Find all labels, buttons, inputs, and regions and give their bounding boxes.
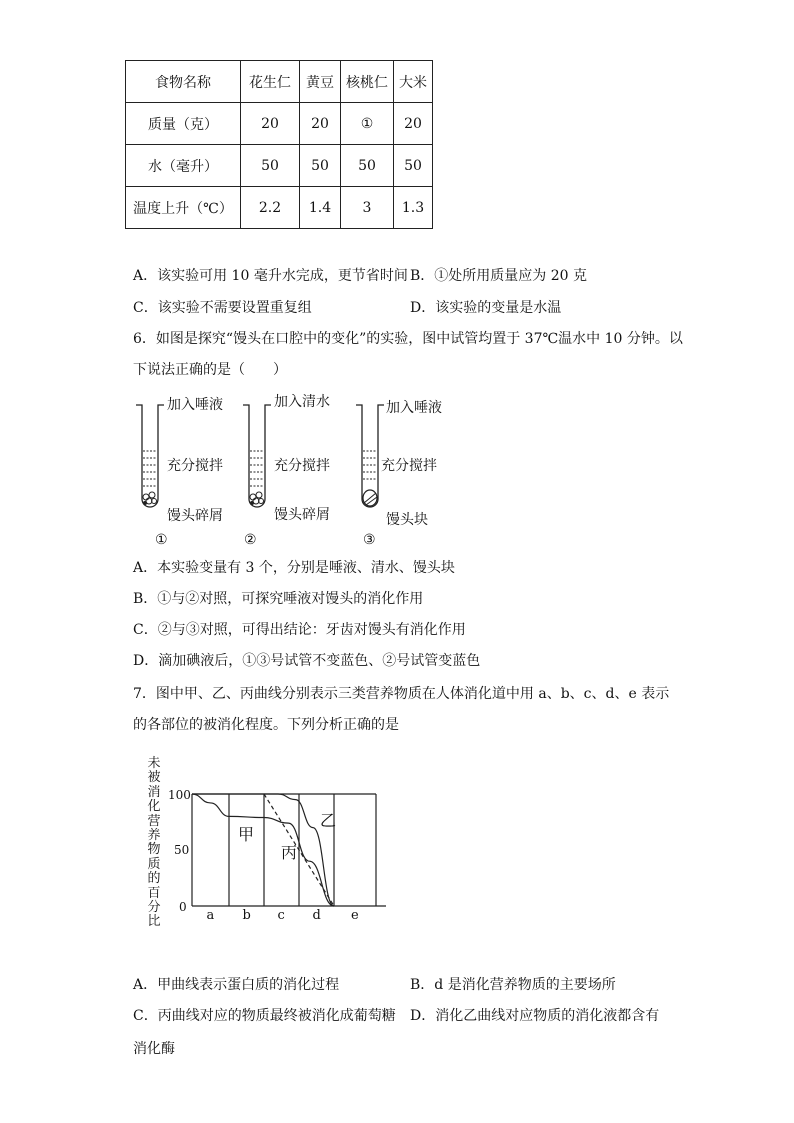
q7-stem-line2: 的各部位的被消化程度。下列分析正确的是 [133, 717, 399, 733]
q6-option-a: A．本实验变量有 3 个，分别是唾液、清水、馒头块 [133, 560, 455, 576]
table-cell: 50 [394, 145, 433, 187]
q7-option-b: B．d 是消化营养物质的主要场所 [410, 977, 616, 993]
tube1-label-top: 加入唾液 [167, 397, 223, 413]
table-cell: 50 [241, 145, 300, 187]
table-row [126, 187, 433, 229]
table-cell: ① [341, 103, 394, 145]
tube2-label-top: 加入清水 [274, 394, 330, 410]
table-cell: 1.3 [394, 187, 433, 229]
table-header-cell: 食物名称 [126, 61, 241, 103]
y-tick-label: 100 [168, 788, 191, 802]
test-tube-2 [243, 405, 271, 507]
tube2-number: ② [244, 532, 257, 548]
series-label-bing: 丙 [281, 843, 298, 862]
test-tube-3 [356, 405, 384, 507]
x-category-label: e [351, 908, 359, 923]
food-table [125, 60, 433, 229]
tube1-number: ① [155, 532, 168, 548]
tube3-label-mid: 充分搅拌 [381, 458, 437, 474]
q7-stem-line1: 7．图中甲、乙、丙曲线分别表示三类营养物质在人体消化道中用 a、b、c、d、e 表示 [133, 686, 670, 702]
series-line-2 [192, 794, 337, 906]
q7-option-d-continued: 消化酶 [133, 1041, 175, 1057]
series-label-yi: 乙 [320, 811, 337, 830]
table-row [126, 145, 433, 187]
q6-stem-line2: 下说法正确的是（ ） [133, 362, 287, 378]
table-cell: 50 [300, 145, 341, 187]
y-tick-label: 50 [174, 843, 190, 857]
x-category-label: b [242, 908, 251, 923]
chart-y-axis-label: 未被消化营养物质的百分比 [147, 756, 161, 930]
table-cell: 水（毫升） [126, 145, 241, 187]
q7-option-c: C．丙曲线对应的物质最终被消化成葡萄糖 [133, 1008, 396, 1024]
table-header-row [126, 61, 433, 103]
q6-option-b: B．①与②对照，可探究唾液对馒头的消化作用 [133, 591, 424, 607]
tube3-label-top: 加入唾液 [386, 400, 442, 416]
table-cell: 50 [341, 145, 394, 187]
q5-option-d: D．该实验的变量是水温 [410, 300, 562, 316]
digestion-chart [180, 780, 420, 930]
table-cell: 1.4 [300, 187, 341, 229]
tube3-number: ③ [363, 532, 376, 548]
x-category-label: c [277, 908, 285, 923]
table-header-cell: 花生仁 [241, 61, 300, 103]
q5-option-c: C．该实验不需要设置重复组 [133, 300, 312, 316]
q7-option-d: D．消化乙曲线对应物质的消化液都含有 [410, 1008, 660, 1024]
table-header-cell: 大米 [394, 61, 433, 103]
q5-option-a: A．该实验可用 10 毫升水完成，更节省时间 [133, 268, 408, 284]
series-line-1 [192, 794, 337, 906]
q6-stem-line1: 6．如图是探究“馒头在口腔中的变化”的实验，图中试管均置于 37℃温水中 10 分钟。以 [133, 331, 683, 347]
y-tick-label: 0 [179, 900, 187, 914]
table-cell: 20 [300, 103, 341, 145]
table-row [126, 103, 433, 145]
x-category-label: d [312, 908, 321, 923]
q6-option-d: D．滴加碘液后，①③号试管不变蓝色、②号试管变蓝色 [133, 653, 481, 669]
tube1-label-bottom: 馒头碎屑 [167, 508, 223, 524]
table-cell: 质量（克） [126, 103, 241, 145]
x-category-label: a [206, 908, 215, 923]
table-cell: 2.2 [241, 187, 300, 229]
series-label-jia: 甲 [238, 825, 255, 844]
table-cell: 3 [341, 187, 394, 229]
tube2-label-mid: 充分搅拌 [274, 458, 330, 474]
q6-option-c: C．②与③对照，可得出结论：牙齿对馒头有消化作用 [133, 622, 466, 638]
q5-option-b: B．①处所用质量应为 20 克 [410, 268, 588, 284]
table-cell: 温度上升（℃） [126, 187, 241, 229]
table-cell: 20 [241, 103, 300, 145]
tube3-label-bottom: 馒头块 [386, 512, 428, 528]
tube2-label-bottom: 馒头碎屑 [274, 507, 330, 523]
q7-option-a: A．甲曲线表示蛋白质的消化过程 [133, 977, 340, 993]
table-cell: 20 [394, 103, 433, 145]
table-header-cell: 黄豆 [300, 61, 341, 103]
test-tube-1 [136, 405, 164, 507]
table-header-cell: 核桃仁 [341, 61, 394, 103]
tube1-label-mid: 充分搅拌 [167, 458, 223, 474]
